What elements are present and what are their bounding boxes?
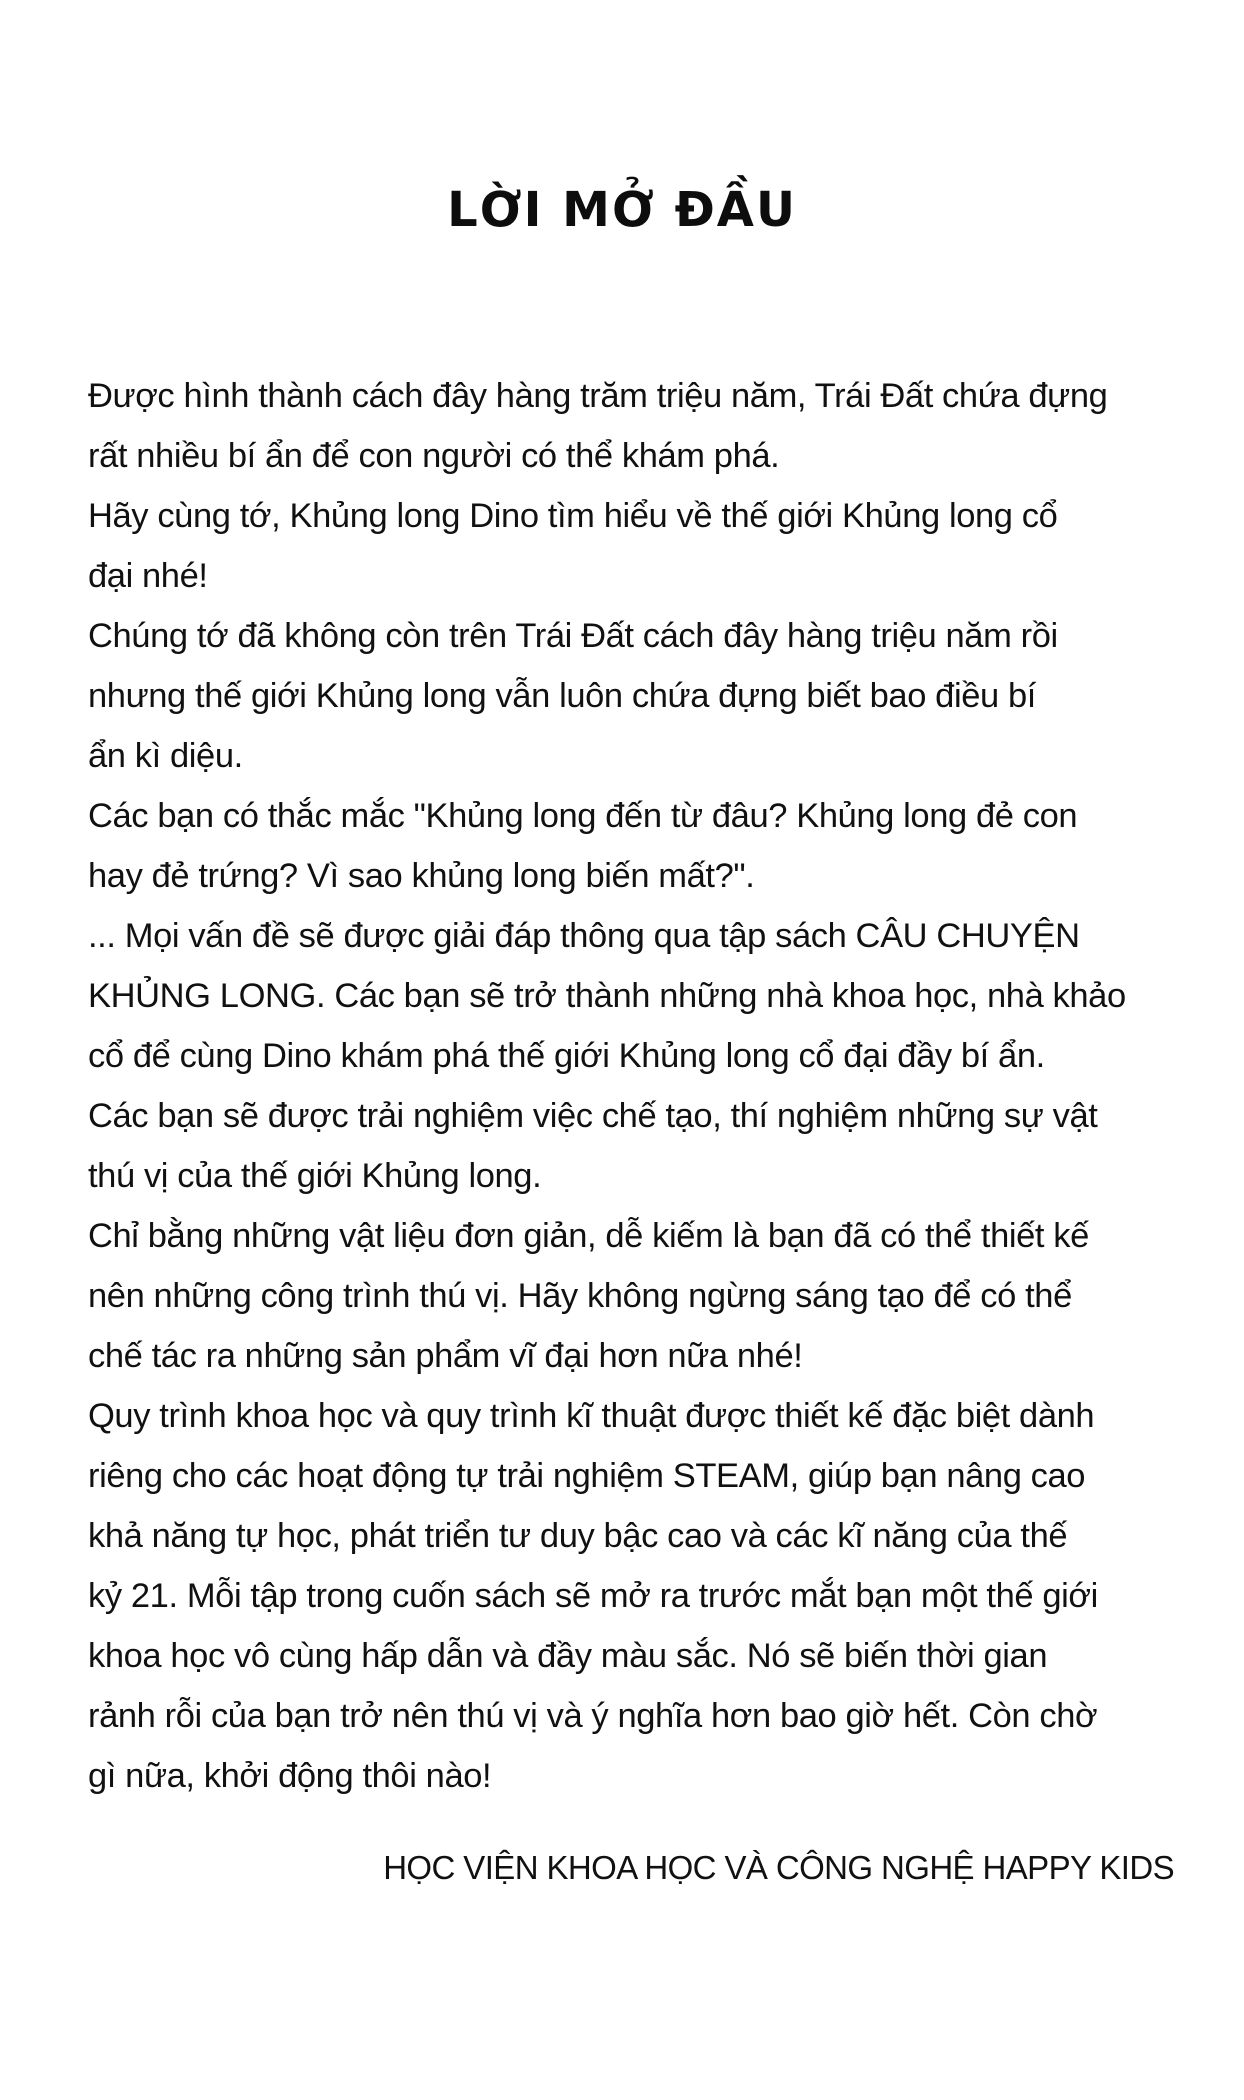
body-line: Chúng tớ đã không còn trên Trái Đất cách đây hàng triệu năm rồi bbox=[88, 617, 1058, 655]
body-line: hay đẻ trứng? Vì sao khủng long biến mất?". bbox=[88, 857, 755, 895]
body-line: Quy trình khoa học và quy trình kĩ thuật được thiết kế đặc biệt dành bbox=[88, 1397, 1095, 1435]
body-line: thú vị của thế giới Khủng long. bbox=[88, 1157, 542, 1195]
body-line: Chỉ bằng những vật liệu đơn giản, dễ kiếm là bạn đã có thể thiết kế bbox=[88, 1217, 1089, 1255]
body-line: rảnh rỗi của bạn trở nên thú vị và ý nghĩa hơn bao giờ hết. Còn chờ bbox=[88, 1697, 1098, 1735]
body-line: kỷ 21. Mỗi tập trong cuốn sách sẽ mở ra trước mắt bạn một thế giới bbox=[88, 1577, 1098, 1615]
body-line: nên những công trình thú vị. Hãy không ngừng sáng tạo để có thể bbox=[88, 1277, 1072, 1315]
body-line: Hãy cùng tớ, Khủng long Dino tìm hiểu về thế giới Khủng long cổ bbox=[88, 497, 1058, 535]
body-line: ... Mọi vấn đề sẽ được giải đáp thông qua tập sách CÂU CHUYỆN bbox=[88, 917, 1080, 955]
body-line: cổ để cùng Dino khám phá thế giới Khủng long cổ đại đầy bí ẩn. bbox=[88, 1037, 1045, 1075]
body-line: Các bạn có thắc mắc "Khủng long đến từ đâu? Khủng long đẻ con bbox=[88, 797, 1078, 835]
body-line: nhưng thế giới Khủng long vẫn luôn chứa đựng biết bao điều bí bbox=[88, 677, 1036, 715]
body-line: riêng cho các hoạt động tự trải nghiệm STEAM, giúp bạn nâng cao bbox=[88, 1457, 1086, 1495]
body-line: khoa học vô cùng hấp dẫn và đầy màu sắc. Nó sẽ biến thời gian bbox=[88, 1637, 1048, 1675]
body-line: Các bạn sẽ được trải nghiệm việc chế tạo, thí nghiệm những sự vật bbox=[88, 1097, 1098, 1135]
body-line: gì nữa, khởi động thôi nào! bbox=[88, 1757, 492, 1795]
body-line: khả năng tự học, phát triển tư duy bậc cao và các kĩ năng của thế bbox=[88, 1517, 1068, 1555]
body-line: rất nhiều bí ẩn để con người có thể khám phá. bbox=[88, 437, 780, 475]
body-line: ẩn kì diệu. bbox=[88, 737, 243, 775]
author-signature: HỌC VIỆN KHOA HỌC VÀ CÔNG NGHỆ HAPPY KIDS bbox=[383, 1849, 1174, 1886]
body-line: chế tác ra những sản phẩm vĩ đại hơn nữa nhé! bbox=[88, 1337, 803, 1375]
body-line: KHỦNG LONG. Các bạn sẽ trở thành những nhà khoa học, nhà khảo bbox=[88, 977, 1126, 1015]
page-title: LỜI MỞ ĐẦU bbox=[447, 182, 797, 238]
preface-body bbox=[88, 366, 1178, 1806]
body-line: đại nhé! bbox=[88, 557, 208, 595]
body-line: Được hình thành cách đây hàng trăm triệu năm, Trái Đất chứa đựng bbox=[88, 377, 1108, 415]
